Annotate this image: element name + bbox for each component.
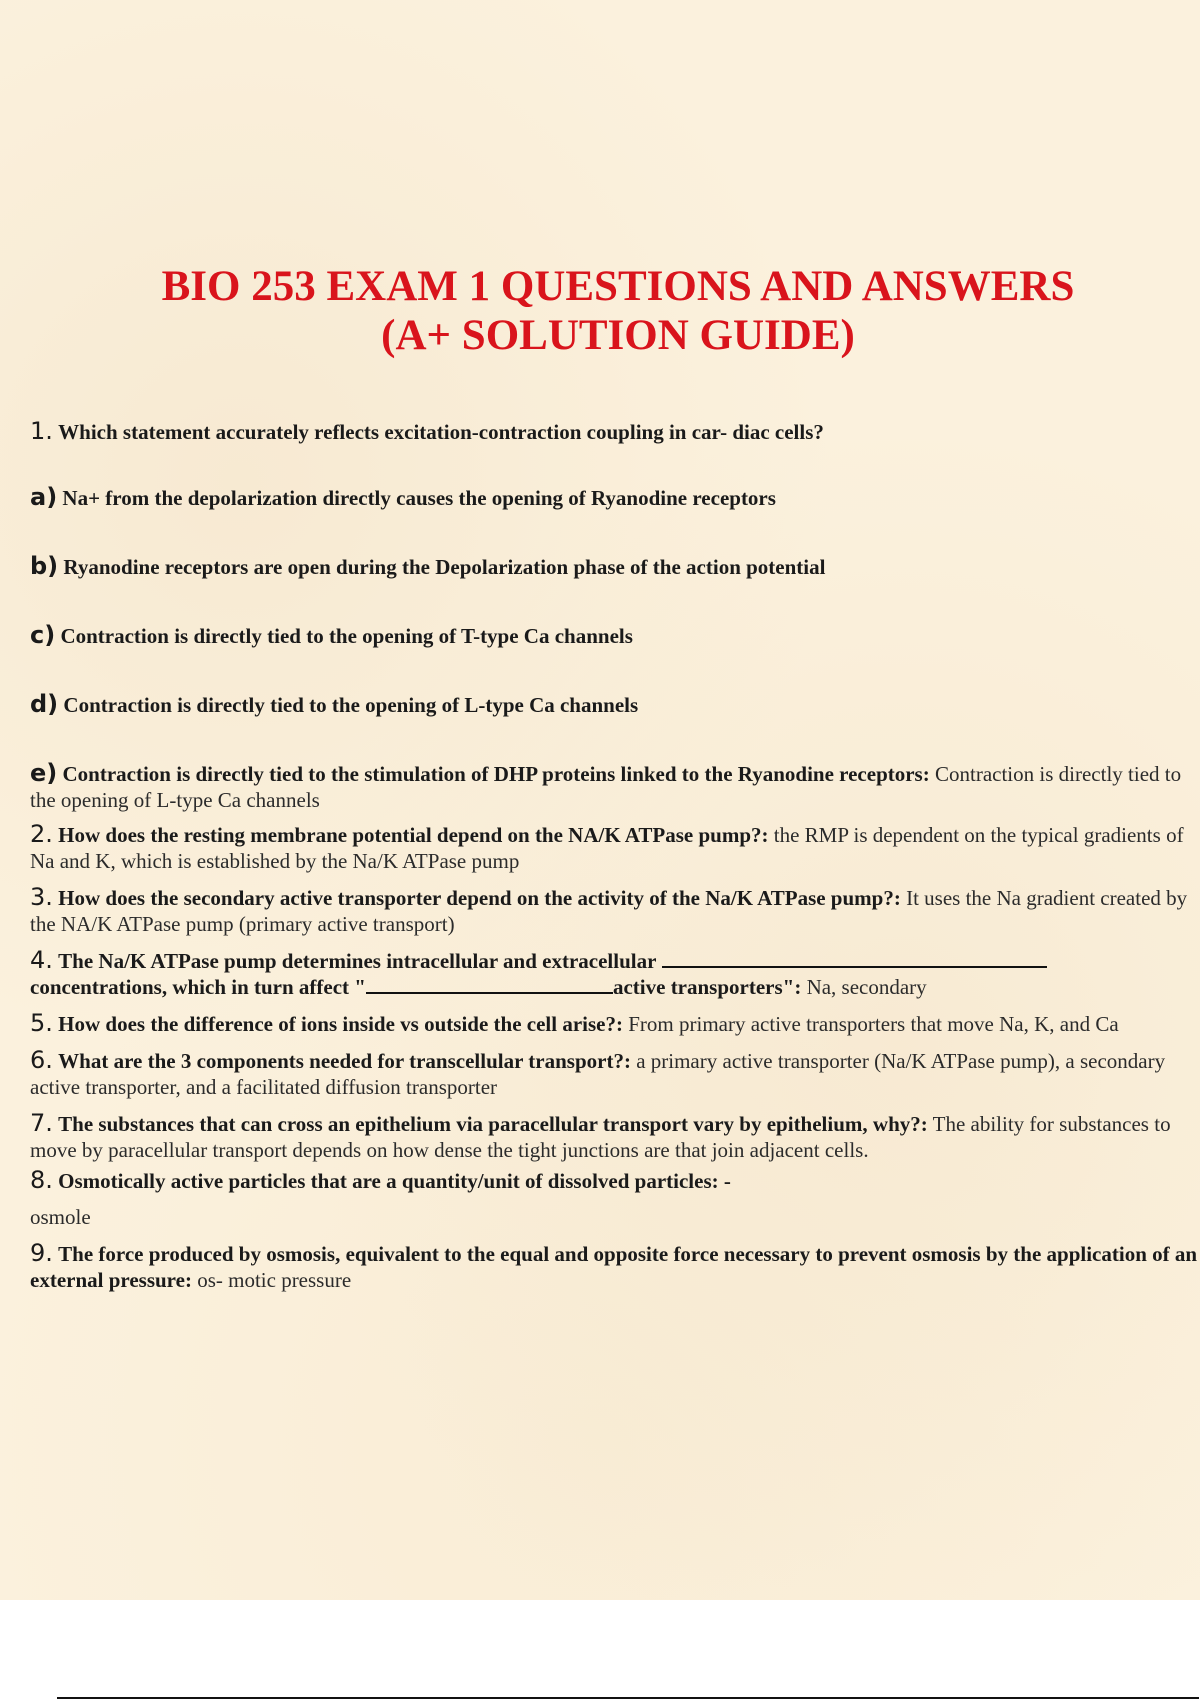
questions-list <box>30 418 1200 1293</box>
question-text: Which statement accurately reflects excitation-contraction coupling in car- diac cells? <box>58 420 824 444</box>
answer-text: It uses the Na gradient created by the NA/K ATPase pump (primary active transport) <box>30 886 1188 936</box>
option-text: Contraction is directly tied to the opening of L-type Ca channels <box>63 693 639 717</box>
question-6 <box>30 1047 1200 1100</box>
question-number: 6. <box>30 1046 53 1074</box>
question-text-part-1: The Na/K ATPase pump determines intracellular and extracellular <box>58 949 657 973</box>
question-text: How does the difference of ions inside vs outside the cell arise?: <box>58 1012 623 1036</box>
question-number: 9. <box>30 1239 53 1267</box>
question-7 <box>30 1110 1200 1163</box>
answer-text: From primary active transporters that move Na, K, and Ca <box>628 1012 1119 1036</box>
document-title <box>0 262 1200 360</box>
question-text: How does the resting membrane potential depend on the NA/K ATPase pump?: <box>58 823 769 847</box>
answer-text: The ability for substances to move by paracellular transport depends on how dense the tight junctions are that join adjacent cells. <box>30 1112 1171 1162</box>
option-letter: e) <box>30 759 58 787</box>
option-text: Na+ from the depolarization directly causes the opening of Ryanodine receptors <box>62 486 776 510</box>
question-number: 5. <box>30 1009 53 1037</box>
fill-blank-2 <box>366 974 613 994</box>
answer-text: a primary active transporter (Na/K ATPase pump), a secondary active transporter, and a facilitated diffusion transporter <box>30 1049 1166 1099</box>
question-2 <box>30 821 1200 874</box>
title-line-1: BIO 253 EXAM 1 QUESTIONS AND ANSWERS <box>161 263 1075 310</box>
question-text-part-2: concentrations, which in turn affect " <box>30 975 366 999</box>
answer-text: os- motic pressure <box>197 1268 352 1292</box>
title-line-2: (A+ SOLUTION GUIDE) <box>381 312 855 359</box>
option-letter: c) <box>30 621 56 649</box>
option-text: Contraction is directly tied to the opening of T-type Ca channels <box>60 624 633 648</box>
option-letter: a) <box>30 483 58 511</box>
question-3 <box>30 884 1200 937</box>
fill-blank-1 <box>662 948 1047 968</box>
question-5 <box>30 1010 1200 1037</box>
question-number: 8. <box>30 1166 53 1194</box>
footer-divider <box>57 1697 1199 1699</box>
question-8 <box>30 1167 1200 1194</box>
answer-text: Contraction is directly tied to the opening of L-type Ca channels <box>30 762 1182 812</box>
question-number: 7. <box>30 1109 53 1137</box>
question-8-answer <box>30 1204 1200 1230</box>
option-text: Contraction is directly tied to the stimulation of DHP proteins linked to the Ryanodine receptors: <box>62 762 930 786</box>
option-letter: d) <box>30 690 59 718</box>
option-text: Ryanodine receptors are open during the Depolarization phase of the action potential <box>63 555 826 579</box>
option-c <box>30 622 1200 649</box>
answer-text: Na, secondary <box>806 975 927 999</box>
question-text: Osmotically active particles that are a quantity/unit of dissolved particles: - <box>58 1169 731 1193</box>
question-number: 3. <box>30 883 53 911</box>
question-number: 4. <box>30 946 53 974</box>
question-text: How does the secondary active transporter depend on the activity of the Na/K ATPase pump?: <box>58 886 901 910</box>
question-text: The substances that can cross an epithelium via paracellular transport vary by epithelium, why?: <box>58 1112 928 1136</box>
question-text: The force produced by osmosis, equivalent to the equal and opposite force necessary to prevent osmosis by the application of an external pressure: <box>30 1242 1198 1292</box>
answer-text: osmole <box>30 1205 91 1229</box>
option-a <box>30 484 1200 511</box>
question-4 <box>30 947 1200 974</box>
question-text: What are the 3 components needed for transcellular transport?: <box>58 1049 631 1073</box>
option-b <box>30 553 1200 580</box>
question-number: 1. <box>30 417 53 445</box>
option-letter: b) <box>30 552 59 580</box>
question-9 <box>30 1240 1200 1293</box>
option-e <box>30 760 1200 813</box>
question-number: 2. <box>30 820 53 848</box>
answer-text: the RMP is dependent on the typical gradients of Na and K, which is established by the Na/K ATPase pump <box>30 823 1184 873</box>
question-text-part-3: active transporters": <box>612 975 802 999</box>
question-4-continued <box>30 974 1200 1000</box>
question-1 <box>30 418 1200 444</box>
option-d <box>30 691 1200 718</box>
